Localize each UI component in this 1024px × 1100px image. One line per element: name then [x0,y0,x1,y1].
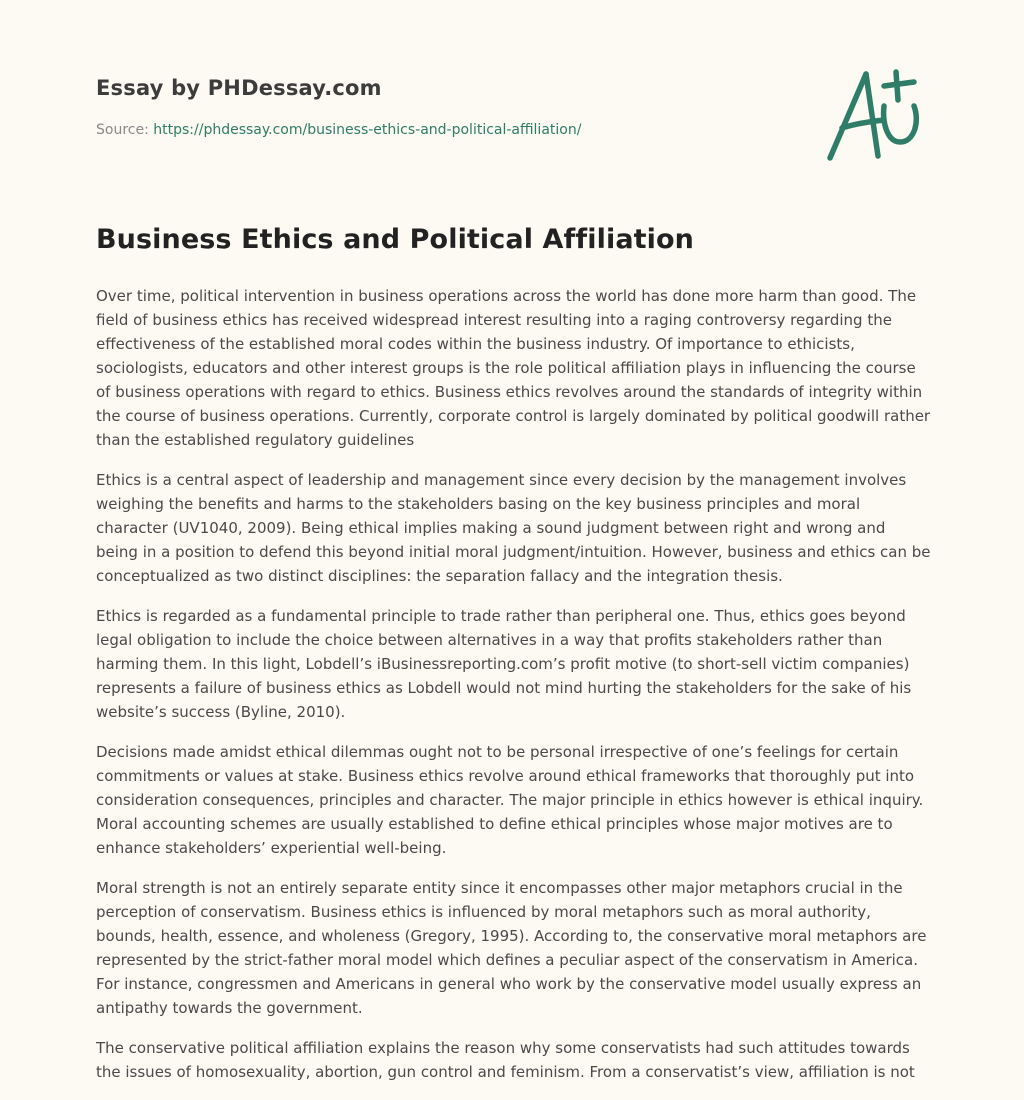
essay-body [96,284,932,1100]
paragraph: The conservative political affiliation explains the reason why some conservatists had such attitudes towards the issues of homosexuality, abortion, gun control and feminism. From a conservatist’s view, affiliation is not [96,1039,915,1081]
essay-title: Business Ethics and Political Affiliation [96,224,694,255]
essay-header [96,76,796,138]
source-line [96,122,796,138]
source-label: Source: [96,122,149,138]
a-plus-logo-icon [818,66,928,166]
source-link[interactable]: https://phdessay.com/business-ethics-and-political-affiliation/ [153,122,582,138]
paragraph: Ethics is a central aspect of leadership and management since every decision by the management involves weighing the benefits and harms to the stakeholders basing on the key business principles and moral character (UV1040, 2009). Being ethical implies making a sound judgment between right and wrong and being in a position to defend this beyond initial moral judgment/intuition. However, business and ethics can be conceptualized as two distinct disciplines: the separation fallacy and the integration thesis. [96,471,931,585]
site-brand: Essay by PHDessay.com [96,76,382,100]
paragraph: Moral strength is not an entirely separate entity since it encompasses other major metaphors crucial in the perception of conservatism. Business ethics is influenced by moral metaphors such as moral authority, bounds, health, essence, and wholeness (Gregory, 1995). According to, the conservative moral metaphors are represented by the strict-father moral model which defines a peculiar aspect of the conservatism in America. For instance, congressmen and Americans in general who work by the conservative model usually express an antipathy towards the government. [96,879,927,1017]
paragraph: Ethics is regarded as a fundamental principle to trade rather than peripheral one. Thus, ethics goes beyond legal obligation to include the choice between alternatives in a way that profits stakeholders rather than harming them. In this light, Lobdell’s iBusinessreporting.com’s profit motive (to short-sell victim companies) represents a failure of business ethics as Lobdell would not mind hurting the stakeholders for the sake of his website’s success (Byline, 2010). [96,607,912,721]
paragraph: Over time, political intervention in business operations across the world has done more harm than good. The field of business ethics has received widespread interest resulting into a raging controversy regarding the effectiveness of the established moral codes within the business industry. Of importance to ethicists, sociologists, educators and other interest groups is the role political affiliation plays in influencing the course of business operations with regard to ethics. Business ethics revolves around the standards of integrity within the course of business operations. Currently, corporate control is largely dominated by political goodwill rather than the established regulatory guidelines [96,287,931,449]
paragraph: Decisions made amidst ethical dilemmas ought not to be personal irrespective of one’s feelings for certain commitments or values at stake. Business ethics revolve around ethical frameworks that thoroughly put into consideration consequences, principles and character. The major principle in ethics however is ethical inquiry. Moral accounting schemes are usually established to define ethical principles whose major motives are to enhance stakeholders’ experiential well-being. [96,743,924,857]
